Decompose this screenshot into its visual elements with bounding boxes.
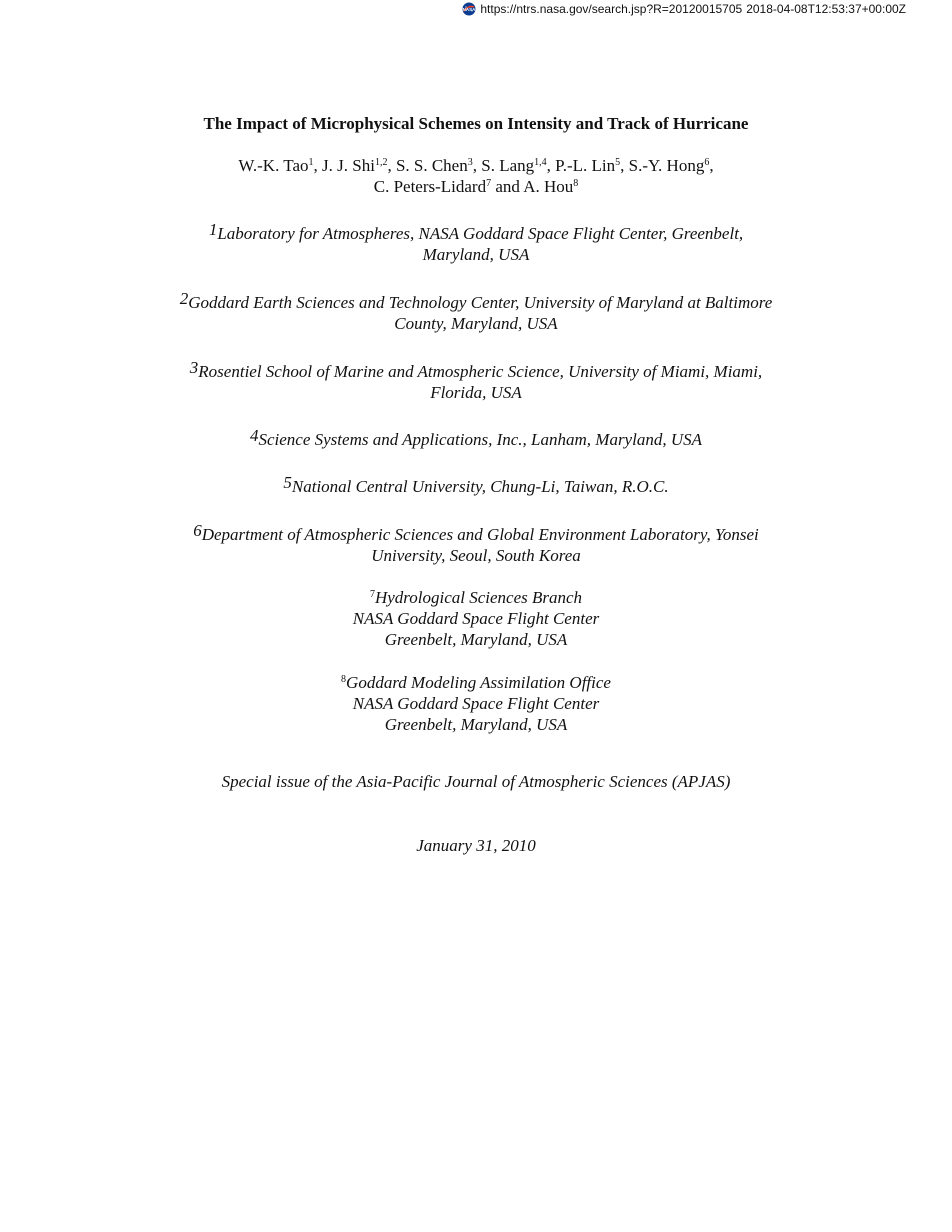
- source-url-link[interactable]: https://ntrs.nasa.gov/search.jsp?R=20120015705: [480, 2, 743, 16]
- affiliation-text: Goddard Modeling Assimilation Office: [346, 673, 611, 692]
- author-name: S.-Y. Hong: [628, 156, 705, 175]
- author-name: J. J. Shi: [322, 156, 375, 175]
- affiliation-number: 8: [341, 674, 347, 685]
- nasa-logo-icon: [462, 2, 476, 16]
- separator: and: [491, 177, 524, 196]
- paper-title: The Impact of Microphysical Schemes on Intensity and Track of Hurricane: [203, 114, 749, 133]
- author-name: A. Hou: [523, 177, 574, 196]
- affiliation-number: 2: [179, 289, 189, 308]
- special-issue-note: Special issue of the Asia-Pacific Journal of Atmospheric Sciences (APJAS): [221, 772, 731, 791]
- author-sup: 6: [704, 157, 710, 168]
- author-sup: 1,4: [534, 157, 547, 168]
- separator: ,: [620, 156, 629, 175]
- affiliation-6: [0, 521, 952, 566]
- author-sup: 1: [308, 157, 314, 168]
- affiliation-text: University, Seoul, South Korea: [371, 546, 581, 565]
- author-sup: 3: [467, 157, 473, 168]
- separator: ,: [709, 156, 714, 175]
- header-bar: [462, 1, 906, 17]
- affiliation-text: Laboratory for Atmospheres, NASA Goddard Space Flight Center, Greenbelt,: [217, 224, 744, 243]
- affiliation-5: [0, 473, 952, 497]
- separator: ,: [313, 156, 323, 175]
- author-list: [0, 155, 952, 197]
- svg-text:NASA: NASA: [462, 6, 476, 12]
- separator: ,: [472, 156, 482, 175]
- author-name: P.-L. Lin: [555, 156, 616, 175]
- author-sup: 8: [573, 178, 579, 189]
- affiliation-number: 6: [193, 521, 202, 540]
- affiliation-text: County, Maryland, USA: [394, 314, 558, 333]
- affiliation-number: 5: [283, 473, 292, 492]
- author-line-2: [0, 176, 952, 197]
- affiliation-number: 4: [249, 426, 259, 445]
- affiliation-text: NASA Goddard Space Flight Center: [352, 694, 600, 713]
- affiliation-1: [0, 220, 952, 265]
- author-name: W.-K. Tao: [238, 156, 309, 175]
- separator: ,: [546, 156, 556, 175]
- affiliation-text: Greenbelt, Maryland, USA: [384, 715, 568, 734]
- affiliation-text: Science Systems and Applications, Inc., Lanham, Maryland, USA: [258, 430, 702, 449]
- author-line-1: [0, 155, 952, 176]
- author-name: S. S. Chen: [395, 156, 468, 175]
- affiliation-text: Rosentiel School of Marine and Atmospheric Science, University of Miami, Miami,: [198, 362, 763, 381]
- affiliation-2: [0, 289, 952, 334]
- affiliation-7: [0, 587, 952, 650]
- affiliation-number: 1: [208, 220, 218, 239]
- author-sup: 7: [486, 178, 492, 189]
- author-sup: 5: [615, 157, 621, 168]
- affiliation-text: NASA Goddard Space Flight Center: [352, 609, 600, 628]
- author-name: S. Lang: [481, 156, 535, 175]
- affiliation-8: [0, 672, 952, 735]
- affiliation-text: National Central University, Chung-Li, Taiwan, R.O.C.: [291, 477, 669, 496]
- affiliation-text: Hydrological Sciences Branch: [374, 588, 583, 607]
- paper-date: January 31, 2010: [416, 836, 536, 855]
- affiliation-text: Greenbelt, Maryland, USA: [384, 630, 568, 649]
- author-name: C. Peters-Lidard: [373, 177, 487, 196]
- affiliation-number: 7: [369, 589, 375, 600]
- affiliation-3: [0, 358, 952, 403]
- affiliation-text: Florida, USA: [430, 383, 522, 402]
- affiliation-number: 3: [189, 358, 199, 377]
- affiliation-4: [0, 426, 952, 450]
- separator: ,: [387, 156, 396, 175]
- affiliation-text: Maryland, USA: [422, 245, 530, 264]
- affiliation-text: Goddard Earth Sciences and Technology Center, University of Maryland at Baltimore: [188, 293, 773, 312]
- author-sup: 1,2: [374, 157, 388, 168]
- affiliation-text: Department of Atmospheric Sciences and Global Environment Laboratory, Yonsei: [201, 525, 759, 544]
- retrieval-timestamp: 2018-04-08T12:53:37+00:00Z: [746, 2, 906, 16]
